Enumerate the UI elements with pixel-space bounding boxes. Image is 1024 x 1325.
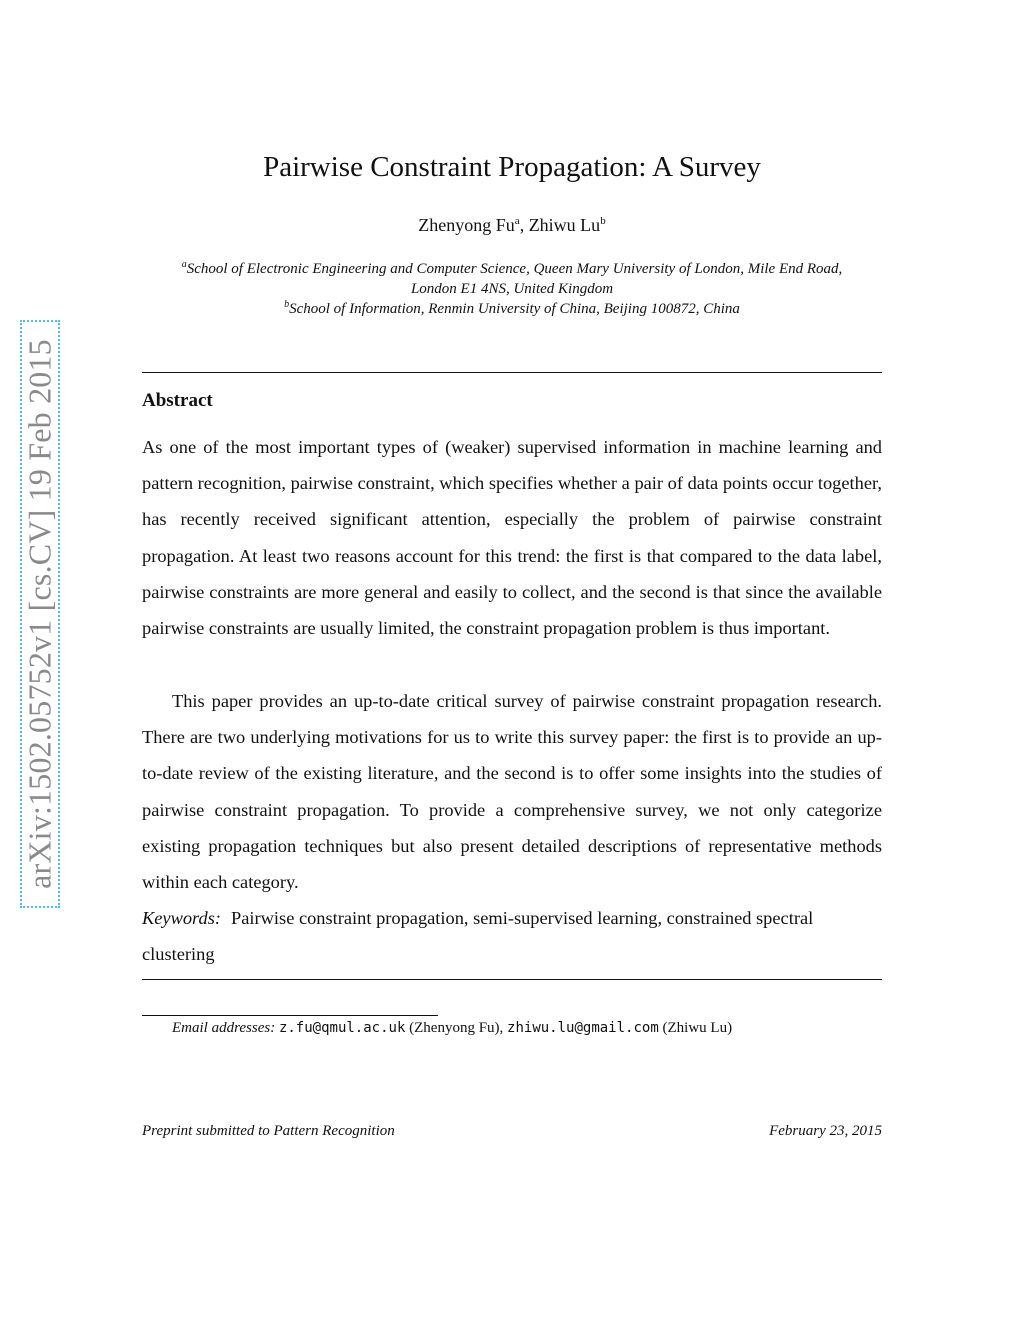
affiliation-line: School of Electronic Engineering and Computer Science, Queen Mary University of London, Mile End Road,	[186, 261, 843, 277]
affiliation-line: School of Information, Renmin University of China, Beijing 100872, China	[289, 301, 740, 317]
abstract-paragraph-1: As one of the most important types of (weaker) supervised information in machine learning and pattern recognition, pairwise constraint, which specifies whether a pair of data points occur together, has recently received significant attention, especially the problem of pairwise constraint propagation. At least two reasons account for this trend: the first is that compared to the data label, pairwise constraints are more general and easily to collect, and the second is that since the available pairwise constraints are usually limited, the constraint propagation problem is thus important.	[142, 437, 882, 639]
keywords-label: Keywords:	[142, 908, 222, 928]
author-name: Zhiwu Lu	[528, 215, 601, 235]
email-owner-2: (Zhiwu Lu)	[662, 1020, 733, 1036]
abstract-paragraph-2: This paper provides an up-to-date critical survey of pairwise constraint propagation research. There are two underlying motivations for us to write this survey paper: the first is to provide an up-to-date review of the existing literature, and the second is to offer some insights into the studies of pairwise constraint propagation. To provide a comprehensive survey, we not only categorize existing propagation techniques but also present detailed descriptions of representative methods within each category.	[142, 691, 882, 893]
arxiv-stamp	[20, 320, 60, 908]
footer-preprint-note: Preprint submitted to Pattern Recognition	[142, 1123, 395, 1139]
keywords	[142, 900, 882, 972]
email-link-1[interactable]: z.fu@qmul.ac.uk	[278, 1020, 406, 1036]
footer-date: February 23, 2015	[769, 1123, 882, 1139]
email-owner-1: (Zhenyong Fu),	[409, 1020, 504, 1036]
author-name: Zhenyong Fu	[418, 215, 515, 235]
footnote-rule	[142, 1015, 438, 1016]
author-mark: a	[514, 215, 520, 227]
email-link-2[interactable]: zhiwu.lu@gmail.com	[507, 1020, 659, 1036]
author-mark: b	[600, 215, 606, 227]
affiliation-mark: b	[284, 299, 290, 310]
keywords-text: Pairwise constraint propagation, semi-supervised learning, constrained spectral clustering	[142, 908, 814, 965]
affiliation-mark: a	[181, 259, 187, 270]
author-list: Zhenyong Fu$^a$, Zhiwu Lu$^b$	[418, 215, 606, 235]
abstract-heading: Abstract	[142, 390, 213, 411]
paper-title: Pairwise Constraint Propagation: A Survey	[263, 151, 761, 183]
affiliation-a	[142, 255, 882, 299]
footnote-emails	[172, 1020, 732, 1037]
arxiv-stamp-text: arXiv:1502.05752v1 [cs.CV] 19 Feb 2015	[21, 339, 58, 889]
footnote-label: Email addresses:	[172, 1020, 276, 1036]
affiliation-b	[142, 295, 882, 319]
affiliation-line: London E1 4NS, United Kingdom	[410, 281, 614, 297]
abstract-bottom-rule	[142, 979, 882, 980]
abstract-top-rule	[142, 372, 882, 373]
